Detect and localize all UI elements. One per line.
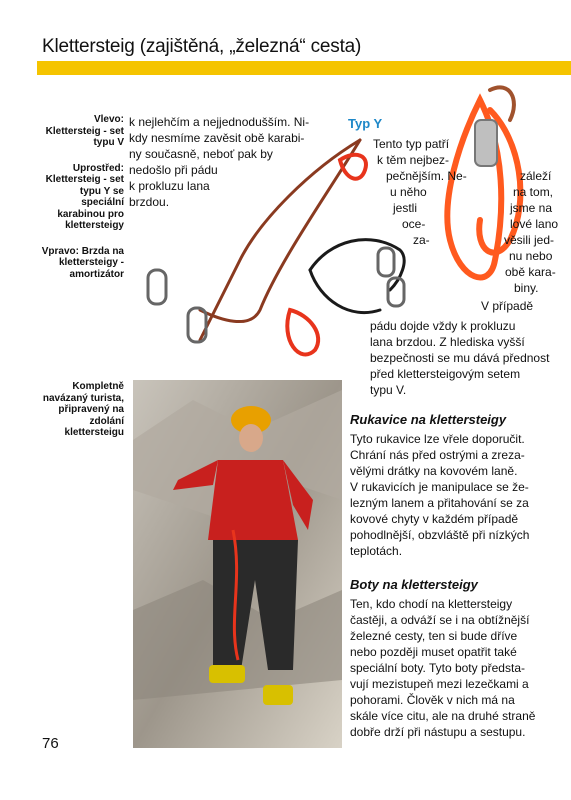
hiker-photo <box>133 380 342 748</box>
page-number: 76 <box>42 735 59 752</box>
typ-y-text-fragment: V případě <box>481 299 534 313</box>
text-line: častěji, a odváží se i na obtížnější <box>350 613 530 627</box>
typ-y-continued-text <box>370 318 565 398</box>
typ-y-text-fragment: Tento typ patří <box>373 137 450 151</box>
caption-column <box>40 114 124 294</box>
text-line: Chrání nás před ostrými a zreza- <box>350 448 525 462</box>
text-line: bezpečnosti se mu dává přednost <box>370 351 550 365</box>
text-line: teplotách. <box>350 544 403 558</box>
typ-y-text-fragment: oce- <box>402 217 426 231</box>
text-line: typu V. <box>370 383 407 397</box>
text-line: V rukavicích je manipulace se že- <box>350 480 529 494</box>
caption-hiker: Kompletně navázaný turista, připravený na zdolání klettersteigu <box>42 381 124 438</box>
text-line: dobře drží při nástupu a sestupu. <box>350 725 526 739</box>
boot <box>263 685 293 705</box>
typ-y-text-fragment: lové lano <box>510 217 559 231</box>
typ-y-text-fragment: u něho <box>390 185 427 199</box>
intro-line: k nejlehčím a nejjednodušším. Ni- <box>129 115 310 129</box>
text-line: lezným lanem a přitahování se za <box>350 496 529 510</box>
gloves-heading: Rukavice na klettersteigy <box>350 412 507 427</box>
typ-y-text-fragment: obě kara- <box>505 265 556 279</box>
intro-line: ny současně, neboť pak by <box>129 147 273 161</box>
text-line: lana brzdou. Z hlediska vyšší <box>370 335 525 349</box>
boots-section <box>350 577 570 740</box>
intro-line: kdy nesmíme zavěsit obě karabi- <box>129 131 305 145</box>
typ-y-text-fragment: nu nebo <box>509 249 553 263</box>
typ-y-text-fragment: na tom, <box>513 185 554 199</box>
jacket <box>208 460 298 540</box>
intro-line: k prokluzu lana <box>129 179 210 193</box>
y-set-rope <box>310 270 380 313</box>
carabiner <box>148 270 166 304</box>
typ-y-text-fragment: za- <box>413 233 430 247</box>
text-line: Tyto rukavice lze vřele doporučit. <box>350 432 525 446</box>
text-line: pohodlnější, obzvláště při nízkých <box>350 528 530 542</box>
text-line: železné cesty, ten si bude dříve <box>350 629 518 643</box>
text-line: pohorami. Člověk v nich má na <box>350 693 515 707</box>
boot <box>209 665 245 683</box>
typ-y-text-fragment: věsili jed- <box>504 233 555 247</box>
caption-left: Vlevo: Klettersteig - set typu V <box>45 114 124 148</box>
typ-y-text-fragment: k těm nejbez- <box>377 153 450 167</box>
text-line: nebo později muset opatřit také <box>350 645 517 659</box>
text-line: speciální boty. Tyto boty předsta- <box>350 661 525 675</box>
text-line: pádu dojde vždy k prokluzu <box>370 319 516 333</box>
text-line: skále více citu, ale na druhé straně <box>350 709 536 723</box>
brake-plate <box>475 120 497 166</box>
typ-y-text-fragment: biny. <box>514 281 539 295</box>
text-line: kovové chyty v každém případě <box>350 512 519 526</box>
intro-line: nedošlo při pádu <box>129 163 218 177</box>
page-title: Klettersteig (zajištěná, „železná“ cesta) <box>42 36 362 57</box>
v-set-rope <box>200 140 360 340</box>
title-accent-band <box>37 61 571 75</box>
text-line: vují mezistupeň mezi lezečkami a <box>350 677 529 691</box>
typ-y-text-fragment: jsme na <box>510 201 553 215</box>
v-set-sling <box>340 155 366 179</box>
intro-line: brzdou. <box>129 195 170 209</box>
typ-y-text-fragment: záleží <box>520 169 552 183</box>
boots-heading: Boty na klettersteigy <box>350 577 478 592</box>
y-set-sling <box>287 310 318 354</box>
text-line: vělými drátky na kovovém laně. <box>350 464 518 478</box>
caption-middle: Uprostřed: Klettersteig - set typu Y se speciální karabinou pro klettersteigy <box>45 162 124 231</box>
text-line: Ten, kdo chodí na klettersteigy <box>350 597 513 611</box>
carabiner <box>378 248 394 276</box>
text-line: před klettersteigovým setem <box>370 367 521 381</box>
caption-right: Vpravo: Brzda na klettersteigy - amortizátor <box>41 245 124 280</box>
typ-y-heading: Typ Y <box>348 116 383 131</box>
typ-y-text-fragment: pečnějším. Ne- <box>386 169 467 183</box>
typ-y-text-fragment: jestli <box>393 201 418 215</box>
gloves-section <box>350 412 570 559</box>
